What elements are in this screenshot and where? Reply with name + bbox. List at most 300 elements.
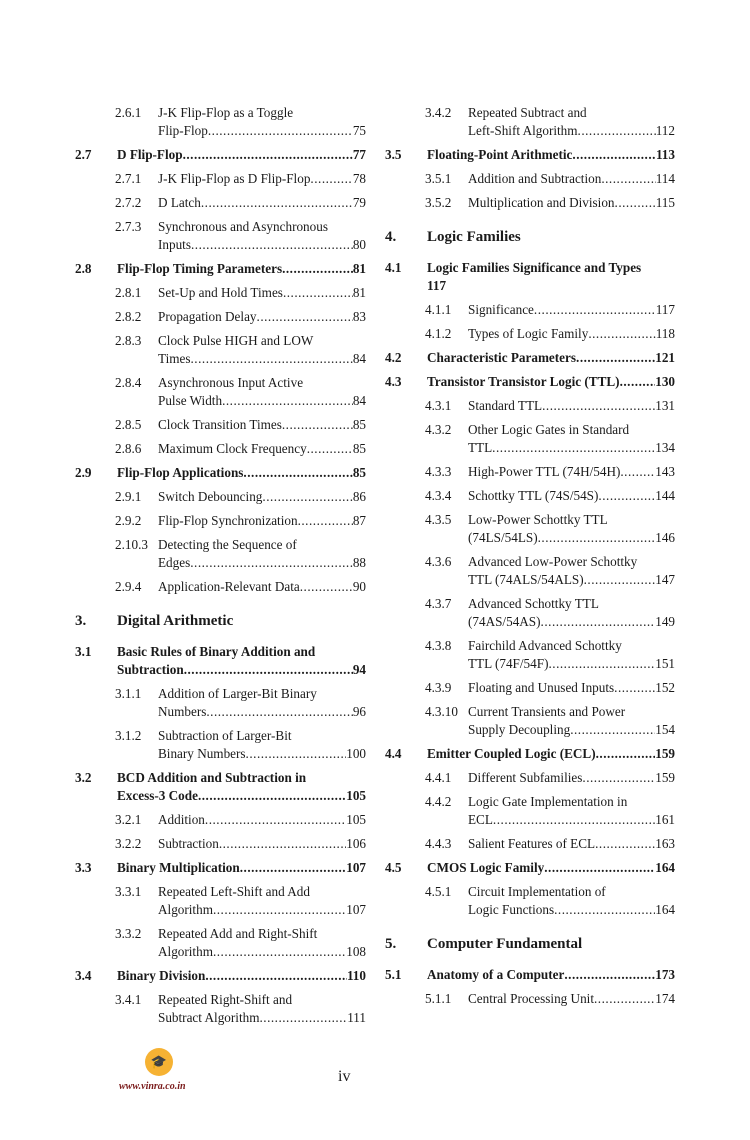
toc-entry bbox=[75, 883, 366, 919]
leader-dots bbox=[570, 721, 655, 739]
entry-title: Logic Functions bbox=[468, 902, 555, 917]
entry-number: 2.8.5 bbox=[115, 417, 142, 432]
entry-title: Flip-Flop Applications bbox=[117, 465, 244, 480]
leader-dots bbox=[205, 811, 346, 829]
entry-number: 2.8.1 bbox=[115, 285, 142, 300]
entry-number: 4.1.2 bbox=[425, 326, 452, 341]
entry-title: Different Subfamilies bbox=[468, 770, 583, 785]
toc-chapter bbox=[385, 227, 675, 247]
toc-entry bbox=[385, 194, 675, 212]
entry-title: Floating and Unused Inputs bbox=[468, 680, 615, 695]
leader-dots bbox=[596, 745, 656, 763]
entry-title: D Flip-Flop bbox=[117, 147, 183, 162]
entry-title: Subtraction bbox=[158, 836, 219, 851]
leader-dots bbox=[206, 703, 352, 721]
entry-number: 3.1.1 bbox=[115, 686, 142, 701]
entry-number: 4.3.9 bbox=[425, 680, 452, 695]
entry-title: Addition and Subtraction bbox=[468, 171, 602, 186]
entry-number: 3.5.2 bbox=[425, 195, 452, 210]
leader-dots bbox=[246, 745, 347, 763]
entry-title: TTL bbox=[468, 440, 493, 455]
toc-entry bbox=[75, 859, 366, 877]
page-ref: 113 bbox=[655, 147, 675, 162]
entry-title: Numbers bbox=[158, 704, 207, 719]
leader-dots bbox=[298, 512, 353, 530]
page-ref: 90 bbox=[352, 579, 366, 594]
entry-title: Anatomy of a Computer bbox=[427, 967, 565, 982]
entry-number: 4. bbox=[385, 229, 397, 245]
entry-title: Fairchild Advanced Schottky bbox=[468, 638, 622, 653]
toc-entry bbox=[75, 643, 366, 679]
toc-right-column bbox=[385, 104, 675, 1014]
leader-dots bbox=[191, 350, 353, 368]
page-ref: 146 bbox=[655, 530, 675, 545]
toc-entry bbox=[385, 104, 675, 140]
toc-chapter bbox=[385, 934, 675, 954]
entry-number: 4.3.6 bbox=[425, 554, 452, 569]
toc-entry bbox=[385, 373, 675, 391]
toc-entry bbox=[75, 488, 366, 506]
page-ref: 115 bbox=[655, 195, 675, 210]
page-ref: 118 bbox=[655, 326, 675, 341]
page-ref: 121 bbox=[655, 350, 675, 365]
toc-chapter bbox=[75, 611, 366, 631]
entry-title: TTL (74F/54F) bbox=[468, 656, 549, 671]
entry-title: Repeated Left-Shift and Add bbox=[158, 884, 310, 899]
entry-number: 4.3 bbox=[385, 374, 402, 389]
toc-entry bbox=[75, 967, 366, 985]
entry-number: 2.10.3 bbox=[115, 537, 148, 552]
entry-number: 2.7 bbox=[75, 147, 92, 162]
entry-title: Addition bbox=[158, 812, 205, 827]
entry-title: Detecting the Sequence of bbox=[158, 537, 297, 552]
page-ref: 151 bbox=[655, 656, 675, 671]
entry-number: 2.9.4 bbox=[115, 579, 142, 594]
page-ref: 81 bbox=[352, 261, 366, 276]
page-ref: 87 bbox=[352, 513, 366, 528]
toc-entry bbox=[75, 440, 366, 458]
toc-entry bbox=[75, 512, 366, 530]
entry-number: 2.9.1 bbox=[115, 489, 142, 504]
entry-title: Central Processing Unit bbox=[468, 991, 594, 1006]
toc-entry bbox=[385, 463, 675, 481]
page-ref: 147 bbox=[655, 572, 675, 587]
entry-title: Binary Numbers bbox=[158, 746, 246, 761]
entry-title: CMOS Logic Family bbox=[427, 860, 545, 875]
toc-entry bbox=[385, 421, 675, 457]
toc-entry bbox=[75, 374, 366, 410]
page-ref: 149 bbox=[655, 614, 675, 629]
entry-title: Flip-Flop Synchronization bbox=[158, 513, 298, 528]
toc-entry bbox=[385, 325, 675, 343]
entry-number: 4.3.5 bbox=[425, 512, 452, 527]
toc-entry bbox=[385, 835, 675, 853]
toc-entry bbox=[385, 487, 675, 505]
page-ref: 75 bbox=[352, 123, 366, 138]
entry-number: 3.2 bbox=[75, 770, 92, 785]
leader-dots bbox=[542, 397, 655, 415]
page-ref: 100 bbox=[346, 746, 366, 761]
entry-title: Subtraction of Larger-Bit bbox=[158, 728, 292, 743]
toc-entry bbox=[385, 990, 675, 1008]
entry-title: Edges bbox=[158, 555, 191, 570]
entry-title: Basic Rules of Binary Addition and bbox=[117, 644, 316, 659]
entry-number: 3.1 bbox=[75, 644, 92, 659]
entry-title: Advanced Low-Power Schottky bbox=[468, 554, 638, 569]
toc-entry bbox=[75, 536, 366, 572]
entry-title: Floating-Point Arithmetic bbox=[427, 147, 573, 162]
entry-title: Other Logic Gates in Standard bbox=[468, 422, 630, 437]
leader-dots bbox=[283, 284, 353, 302]
leader-dots bbox=[548, 655, 655, 673]
entry-title: Algorithm bbox=[158, 944, 213, 959]
entry-number: 4.4 bbox=[385, 746, 402, 761]
entry-title: Clock Transition Times bbox=[158, 417, 282, 432]
leader-dots bbox=[240, 859, 346, 877]
leader-dots bbox=[588, 325, 655, 343]
toc-entry bbox=[385, 259, 675, 295]
page-ref: 117 bbox=[655, 302, 675, 317]
entry-number: 3.4.1 bbox=[115, 992, 142, 1007]
page-ref: 94 bbox=[352, 662, 366, 677]
entry-title: Low-Power Schottky TTL bbox=[468, 512, 608, 527]
graduation-cap-icon: 🎓 bbox=[145, 1048, 173, 1076]
toc-entry bbox=[385, 511, 675, 547]
leader-dots bbox=[310, 170, 352, 188]
leader-dots bbox=[578, 122, 656, 140]
page-ref: 164 bbox=[655, 902, 675, 917]
toc-entry bbox=[385, 595, 675, 631]
leader-dots bbox=[595, 835, 655, 853]
entry-number: 3. bbox=[75, 613, 87, 629]
entry-number: 2.7.1 bbox=[115, 171, 142, 186]
entry-title: (74LS/54LS) bbox=[468, 530, 538, 545]
entry-number: 2.6.1 bbox=[115, 105, 142, 120]
entry-number: 2.8.6 bbox=[115, 441, 142, 456]
page-ref: 77 bbox=[352, 147, 366, 162]
page-ref: 83 bbox=[352, 309, 366, 324]
entry-number: 2.8.3 bbox=[115, 333, 142, 348]
leader-dots bbox=[598, 487, 655, 505]
entry-title: Times bbox=[158, 351, 191, 366]
entry-number: 3.5 bbox=[385, 147, 402, 162]
entry-title: Synchronous and Asynchronous bbox=[158, 219, 328, 234]
toc-entry bbox=[75, 146, 366, 164]
toc-entry bbox=[385, 553, 675, 589]
entry-title: Standard TTL bbox=[468, 398, 543, 413]
entry-number: 4.5 bbox=[385, 860, 402, 875]
entry-title: (74AS/54AS) bbox=[468, 614, 541, 629]
entry-title: Application-Relevant Data bbox=[158, 579, 300, 594]
entry-title: Pulse Width bbox=[158, 393, 223, 408]
entry-title: Flip-Flop Timing Parameters bbox=[117, 261, 283, 276]
page-ref: 107 bbox=[346, 860, 366, 875]
toc-entry bbox=[75, 727, 366, 763]
entry-number: 4.4.3 bbox=[425, 836, 452, 851]
toc-entry bbox=[385, 883, 675, 919]
entry-number: 2.8.2 bbox=[115, 309, 142, 324]
entry-number: 2.8 bbox=[75, 261, 92, 276]
entry-title: Algorithm bbox=[158, 902, 213, 917]
toc-entry bbox=[75, 104, 366, 140]
entry-title: Propagation Delay bbox=[158, 309, 257, 324]
entry-title: Logic Families Significance and Types bbox=[427, 260, 642, 275]
leader-dots bbox=[554, 901, 655, 919]
entry-title: Switch Debouncing bbox=[158, 489, 263, 504]
page-ref: 85 bbox=[352, 417, 366, 432]
page-ref: 81 bbox=[352, 285, 366, 300]
entry-title: J-K Flip-Flop as a Toggle bbox=[158, 105, 294, 120]
toc-entry bbox=[75, 218, 366, 254]
leader-dots bbox=[213, 943, 346, 961]
page-ref: 174 bbox=[655, 991, 675, 1006]
entry-title: Salient Features of ECL bbox=[468, 836, 596, 851]
entry-title: Binary Multiplication bbox=[117, 860, 240, 875]
entry-title: Types of Logic Family bbox=[468, 326, 589, 341]
website-url: www.vinra.co.in bbox=[119, 1081, 186, 1092]
page-ref: 84 bbox=[352, 393, 366, 408]
toc-entry bbox=[75, 991, 366, 1027]
toc-entry bbox=[385, 966, 675, 984]
page-ref: 130 bbox=[655, 374, 675, 389]
page-ref: 78 bbox=[352, 171, 366, 186]
page-ref: 134 bbox=[655, 440, 675, 455]
entry-title: Flip-Flop bbox=[158, 123, 208, 138]
leader-dots bbox=[534, 301, 656, 319]
toc-entry bbox=[75, 925, 366, 961]
entry-title: Schottky TTL (74S/54S) bbox=[468, 488, 599, 503]
leader-dots bbox=[614, 679, 655, 697]
entry-number: 3.3 bbox=[75, 860, 92, 875]
entry-title: 117 bbox=[427, 278, 447, 293]
toc-entry bbox=[385, 745, 675, 763]
entry-title: Digital Arithmetic bbox=[117, 613, 234, 629]
page-ref: 154 bbox=[655, 722, 675, 737]
page-ref: 96 bbox=[352, 704, 366, 719]
leader-dots bbox=[544, 859, 655, 877]
leader-dots bbox=[208, 122, 353, 140]
leader-dots bbox=[259, 1009, 347, 1027]
entry-title: Subtract Algorithm bbox=[158, 1010, 260, 1025]
leader-dots bbox=[282, 416, 353, 434]
toc-entry bbox=[75, 835, 366, 853]
toc-entry bbox=[75, 685, 366, 721]
entry-number: 3.1.2 bbox=[115, 728, 142, 743]
entry-number: 4.3.10 bbox=[425, 704, 458, 719]
toc-entry bbox=[385, 637, 675, 673]
leader-dots bbox=[198, 787, 346, 805]
entry-number: 5.1.1 bbox=[425, 991, 452, 1006]
leader-dots bbox=[584, 571, 656, 589]
leader-dots bbox=[219, 835, 346, 853]
entry-number: 2.9.2 bbox=[115, 513, 142, 528]
leader-dots bbox=[615, 194, 656, 212]
page-ref: 106 bbox=[346, 836, 366, 851]
entry-number: 4.4.1 bbox=[425, 770, 452, 785]
entry-number: 4.1.1 bbox=[425, 302, 452, 317]
entry-number: 4.2 bbox=[385, 350, 402, 365]
leader-dots bbox=[213, 901, 346, 919]
entry-title: Transistor Transistor Logic (TTL) bbox=[427, 374, 620, 389]
entry-title: Repeated Subtract and bbox=[468, 105, 587, 120]
page-number: iv bbox=[338, 1068, 351, 1085]
leader-dots bbox=[492, 439, 655, 457]
toc-entry bbox=[385, 146, 675, 164]
leader-dots bbox=[541, 613, 656, 631]
leader-dots bbox=[257, 308, 353, 326]
entry-title: Inputs bbox=[158, 237, 191, 252]
toc-entry bbox=[75, 332, 366, 368]
entry-title: Binary Division bbox=[117, 968, 206, 983]
entry-number: 4.3.8 bbox=[425, 638, 452, 653]
entry-number: 3.3.2 bbox=[115, 926, 142, 941]
leader-dots bbox=[572, 146, 656, 164]
entry-title: Repeated Right-Shift and bbox=[158, 992, 293, 1007]
entry-title: Characteristic Parameters bbox=[427, 350, 577, 365]
entry-number: 4.3.1 bbox=[425, 398, 452, 413]
page-ref: 164 bbox=[655, 860, 675, 875]
toc-entry bbox=[75, 464, 366, 482]
toc-entry bbox=[385, 170, 675, 188]
entry-number: 3.3.1 bbox=[115, 884, 142, 899]
leader-dots bbox=[564, 966, 655, 984]
toc-entry bbox=[385, 679, 675, 697]
entry-title: D Latch bbox=[158, 195, 201, 210]
entry-title: Circuit Implementation of bbox=[468, 884, 606, 899]
leader-dots bbox=[538, 529, 656, 547]
toc-left-column bbox=[75, 104, 366, 1033]
leader-dots bbox=[201, 194, 353, 212]
entry-title: Current Transients and Power bbox=[468, 704, 626, 719]
entry-number: 5.1 bbox=[385, 967, 402, 982]
page-ref: 159 bbox=[655, 770, 675, 785]
entry-title: Logic Gate Implementation in bbox=[468, 794, 628, 809]
entry-title: Maximum Clock Frequency bbox=[158, 441, 307, 456]
entry-title: TTL (74ALS/54ALS) bbox=[468, 572, 584, 587]
leader-dots bbox=[307, 440, 353, 458]
entry-title: Subtraction bbox=[117, 662, 184, 677]
leader-dots bbox=[601, 170, 655, 188]
entry-title: Significance bbox=[468, 302, 534, 317]
entry-title: BCD Addition and Subtraction in bbox=[117, 770, 307, 785]
leader-dots bbox=[190, 554, 353, 572]
page-ref: 85 bbox=[352, 465, 366, 480]
entry-number: 4.3.7 bbox=[425, 596, 452, 611]
page-ref: 144 bbox=[655, 488, 675, 503]
toc-entry bbox=[385, 301, 675, 319]
page-ref: 88 bbox=[352, 555, 366, 570]
entry-number: 5. bbox=[385, 936, 397, 952]
page-ref: 105 bbox=[346, 812, 366, 827]
toc-entry bbox=[75, 578, 366, 596]
entry-number: 2.7.3 bbox=[115, 219, 142, 234]
page-ref: 84 bbox=[352, 351, 366, 366]
page-ref: 79 bbox=[352, 195, 366, 210]
page-ref: 131 bbox=[655, 398, 675, 413]
toc-entry bbox=[385, 769, 675, 787]
entry-number: 4.1 bbox=[385, 260, 402, 275]
page-ref: 163 bbox=[655, 836, 675, 851]
entry-title: Emitter Coupled Logic (ECL) bbox=[427, 746, 596, 761]
entry-title: Excess-3 Code bbox=[117, 788, 198, 803]
entry-number: 3.5.1 bbox=[425, 171, 452, 186]
page-ref: 159 bbox=[655, 746, 675, 761]
toc-entry bbox=[385, 703, 675, 739]
toc-entry bbox=[75, 811, 366, 829]
entry-number: 3.2.1 bbox=[115, 812, 142, 827]
leader-dots bbox=[620, 373, 656, 391]
entry-number: 3.4 bbox=[75, 968, 92, 983]
page-ref: 143 bbox=[655, 464, 675, 479]
entry-title: Set-Up and Hold Times bbox=[158, 285, 283, 300]
page-ref: 173 bbox=[655, 967, 675, 982]
toc-entry bbox=[385, 349, 675, 367]
toc-entry bbox=[75, 416, 366, 434]
leader-dots bbox=[191, 236, 353, 254]
page-ref: 108 bbox=[346, 944, 366, 959]
page-ref: 80 bbox=[352, 237, 366, 252]
page-ref: 85 bbox=[352, 441, 366, 456]
leader-dots bbox=[222, 392, 353, 410]
toc-entry bbox=[75, 170, 366, 188]
toc-entry bbox=[385, 859, 675, 877]
entry-title: Computer Fundamental bbox=[427, 936, 583, 952]
leader-dots bbox=[576, 349, 655, 367]
page-ref: 114 bbox=[655, 171, 675, 186]
page-ref: 152 bbox=[655, 680, 675, 695]
page-ref: 107 bbox=[346, 902, 366, 917]
entry-number: 4.3.3 bbox=[425, 464, 452, 479]
entry-number: 3.2.2 bbox=[115, 836, 142, 851]
leader-dots bbox=[243, 464, 352, 482]
toc-entry bbox=[75, 308, 366, 326]
entry-number: 2.7.2 bbox=[115, 195, 142, 210]
leader-dots bbox=[205, 967, 347, 985]
entry-title: Supply Decoupling bbox=[468, 722, 571, 737]
entry-title: J-K Flip-Flop as D Flip-Flop bbox=[158, 171, 311, 186]
toc-entry bbox=[75, 260, 366, 278]
entry-number: 3.4.2 bbox=[425, 105, 452, 120]
page-ref: 161 bbox=[655, 812, 675, 827]
toc-entry bbox=[75, 769, 366, 805]
entry-title: Multiplication and Division bbox=[468, 195, 615, 210]
entry-title: Addition of Larger-Bit Binary bbox=[158, 686, 317, 701]
leader-dots bbox=[493, 811, 655, 829]
page-ref: 86 bbox=[352, 489, 366, 504]
entry-title: ECL bbox=[468, 812, 493, 827]
entry-title: High-Power TTL (74H/54H) bbox=[468, 464, 621, 479]
entry-title: Logic Families bbox=[427, 229, 521, 245]
leader-dots bbox=[262, 488, 352, 506]
leader-dots bbox=[183, 146, 353, 164]
entry-number: 2.9 bbox=[75, 465, 92, 480]
entry-number: 2.8.4 bbox=[115, 375, 142, 390]
entry-number: 4.4.2 bbox=[425, 794, 452, 809]
entry-number: 4.5.1 bbox=[425, 884, 452, 899]
entry-title: Asynchronous Input Active bbox=[158, 375, 304, 390]
toc-entry bbox=[75, 194, 366, 212]
leader-dots bbox=[184, 661, 353, 679]
leader-dots bbox=[594, 990, 655, 1008]
entry-title: Advanced Schottky TTL bbox=[468, 596, 599, 611]
leader-dots bbox=[620, 463, 655, 481]
leader-dots bbox=[282, 260, 353, 278]
entry-title: Repeated Add and Right-Shift bbox=[158, 926, 318, 941]
page-ref: 105 bbox=[346, 788, 366, 803]
toc-entry bbox=[385, 793, 675, 829]
page-ref: 112 bbox=[655, 123, 675, 138]
leader-dots bbox=[300, 578, 353, 596]
